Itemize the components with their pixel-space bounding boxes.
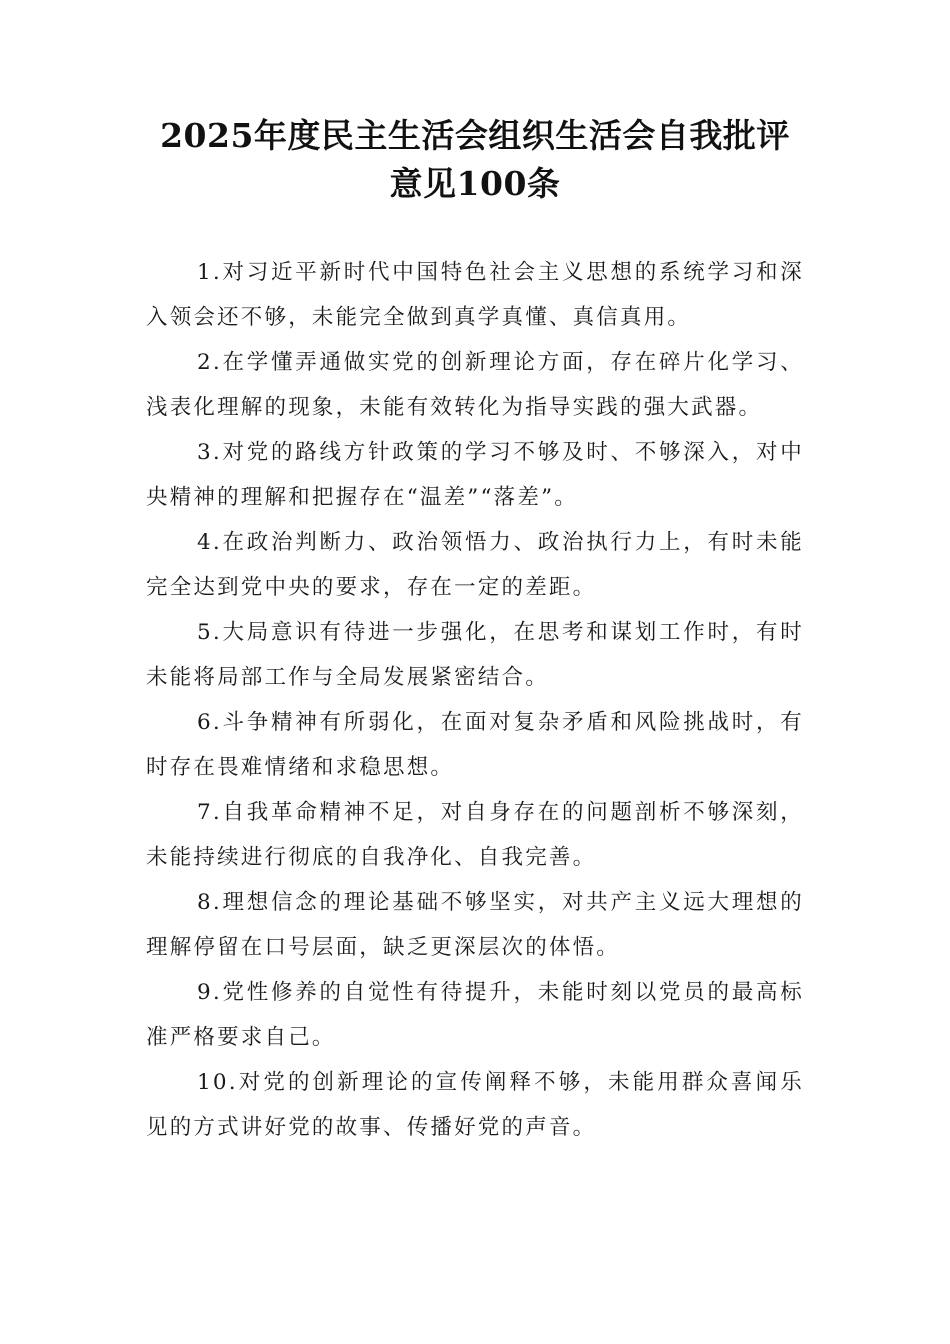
list-item: 10.对党的创新理论的宣传阐释不够，未能用群众喜闻乐见的方式讲好党的故事、传播好党的声音。: [146, 1070, 804, 1140]
list-item: 3.对党的路线方针政策的学习不够及时、不够深入，对中央精神的理解和把握存在“温差”“落差”。: [146, 440, 804, 510]
list-item: 7.自我革命精神不足，对自身存在的问题剖析不够深刻，未能持续进行彻底的自我净化、自我完善。: [146, 800, 804, 870]
list-item: 4.在政治判断力、政治领悟力、政治执行力上，有时未能完全达到党中央的要求，存在一定的差距。: [146, 530, 804, 600]
list-item: 6.斗争精神有所弱化，在面对复杂矛盾和风险挑战时，有时存在畏难情绪和求稳思想。: [146, 710, 804, 780]
list-item: 1.对习近平新时代中国特色社会主义思想的系统学习和深入领会还不够，未能完全做到真学真懂、真信真用。: [146, 260, 804, 330]
title-line-1: 2025年度民主生活会组织生活会自我批评: [160, 116, 790, 155]
list-item: 9.党性修养的自觉性有待提升，未能时刻以党员的最高标准严格要求自己。: [146, 980, 804, 1050]
list-item: 2.在学懂弄通做实党的创新理论方面，存在碎片化学习、浅表化理解的现象，未能有效转化为指导实践的强大武器。: [146, 350, 804, 420]
document-title: [120, 112, 830, 208]
title-line-2: 意见100条: [389, 164, 561, 203]
list-item: 8.理想信念的理论基础不够坚实，对共产主义远大理想的理解停留在口号层面，缺乏更深层次的体悟。: [146, 890, 804, 960]
list-item: 5.大局意识有待进一步强化，在思考和谋划工作时，有时未能将局部工作与全局发展紧密结合。: [146, 620, 804, 690]
document-body: [146, 250, 804, 1150]
